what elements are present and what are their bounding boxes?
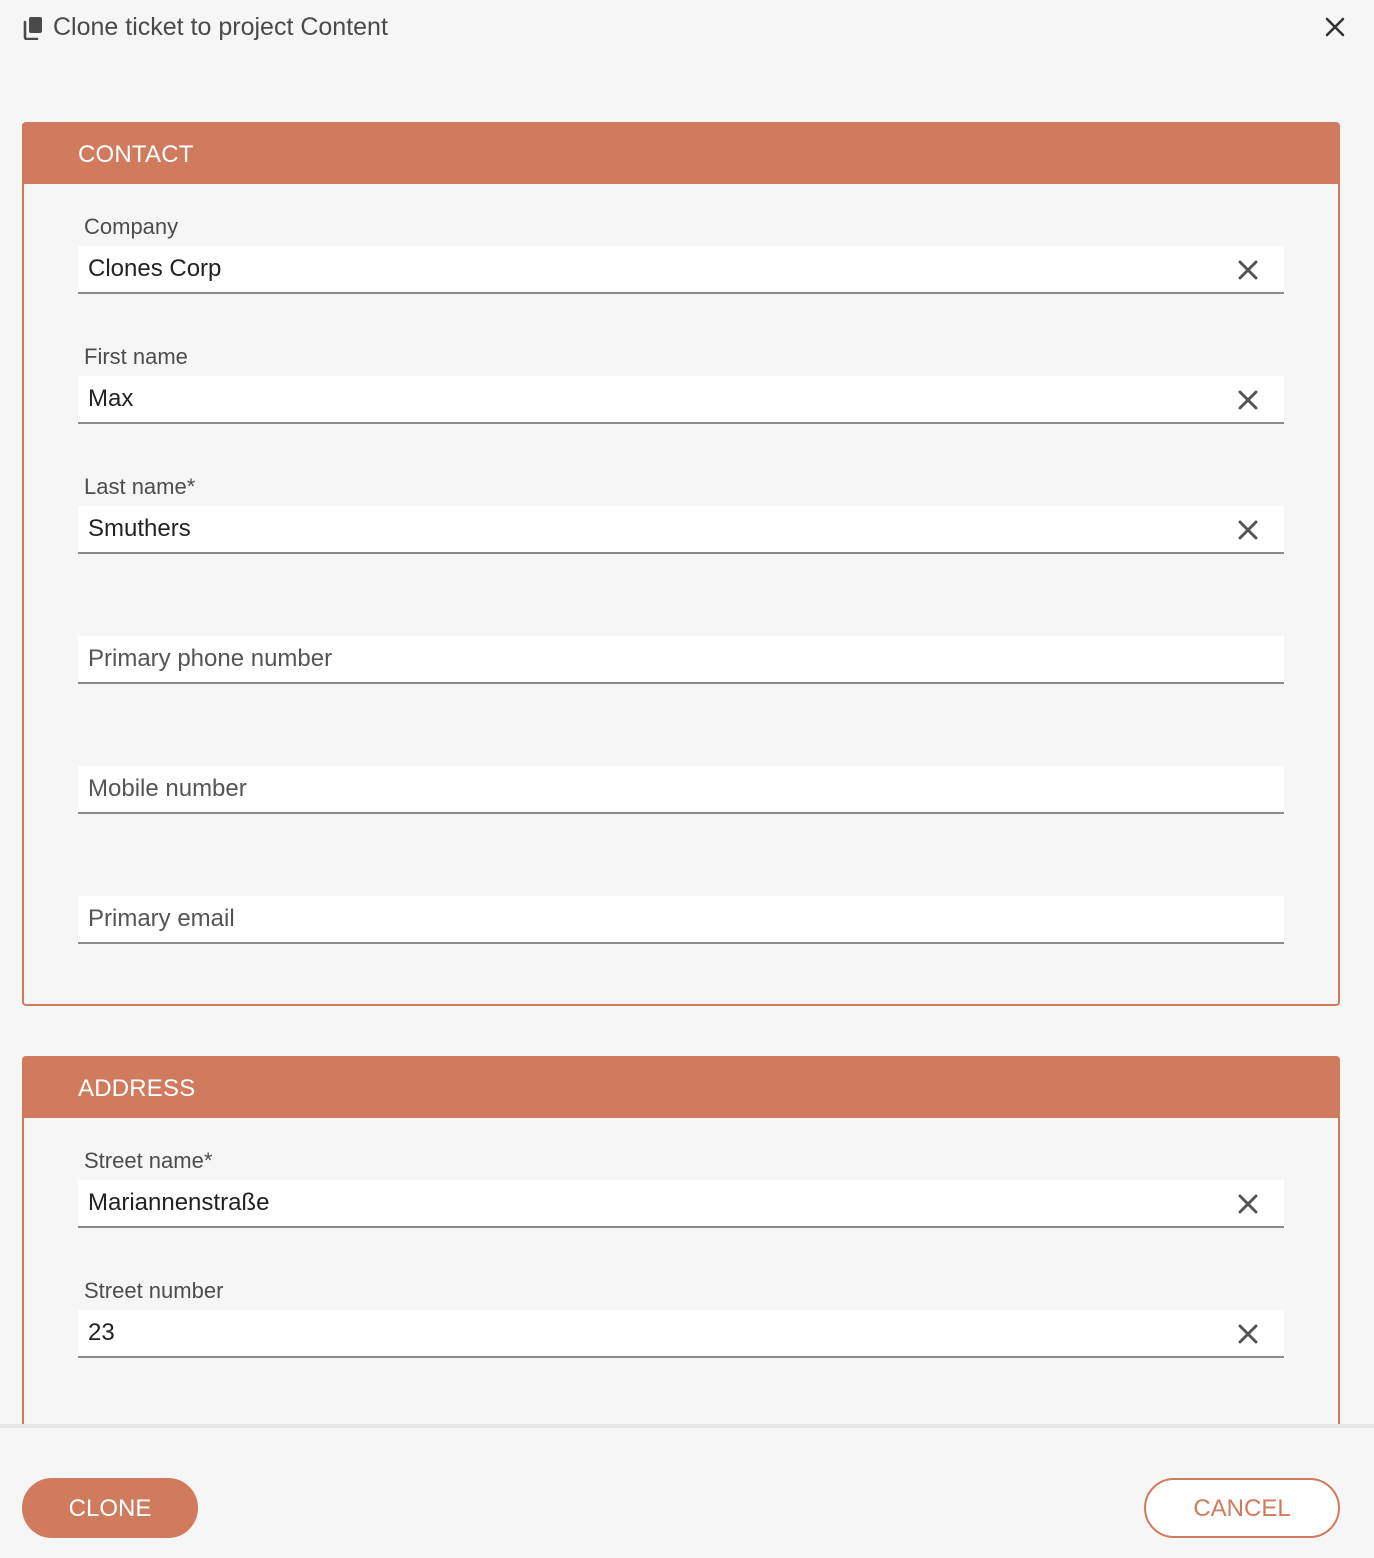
clear-icon[interactable] — [1236, 518, 1260, 542]
contact-section-header: CONTACT — [24, 124, 1338, 184]
dialog-header — [0, 0, 1374, 60]
primary-email-input-wrap — [78, 896, 1284, 944]
last-name-input-wrap — [78, 506, 1284, 554]
field-label: Company — [84, 214, 179, 239]
company-input[interactable] — [78, 246, 1228, 292]
first-name-input-wrap — [78, 376, 1284, 424]
primary-email-input[interactable] — [78, 896, 1228, 942]
street-number-input[interactable] — [78, 1310, 1228, 1356]
clear-icon[interactable] — [1236, 1322, 1260, 1346]
field-label: Street name* — [84, 1148, 213, 1173]
field-label: First name — [84, 344, 188, 369]
street-number-input-wrap — [78, 1310, 1284, 1358]
primary-phone-input[interactable] — [78, 636, 1228, 682]
mobile-number-input[interactable] — [78, 766, 1228, 812]
clone-button[interactable]: CLONE — [22, 1478, 198, 1538]
address-section — [22, 1056, 1340, 1424]
cancel-button[interactable]: CANCEL — [1144, 1478, 1340, 1538]
company-input-wrap — [78, 246, 1284, 294]
close-icon[interactable] — [1320, 12, 1350, 42]
address-section-header: ADDRESS — [24, 1058, 1338, 1118]
dialog-body[interactable] — [0, 60, 1374, 1424]
street-name-input-wrap — [78, 1180, 1284, 1228]
clone-icon — [22, 16, 44, 40]
primary-phone-input-wrap — [78, 636, 1284, 684]
contact-section — [22, 122, 1340, 1006]
dialog-footer — [0, 1424, 1374, 1558]
field-label: Last name* — [84, 474, 196, 499]
dialog-title: Clone ticket to project Content — [53, 13, 388, 41]
last-name-input[interactable] — [78, 506, 1228, 552]
first-name-input[interactable] — [78, 376, 1228, 422]
street-name-input[interactable] — [78, 1180, 1228, 1226]
field-label: Street number — [84, 1278, 224, 1303]
clear-icon[interactable] — [1236, 258, 1260, 282]
clear-icon[interactable] — [1236, 1192, 1260, 1216]
clear-icon[interactable] — [1236, 388, 1260, 412]
mobile-number-input-wrap — [78, 766, 1284, 814]
